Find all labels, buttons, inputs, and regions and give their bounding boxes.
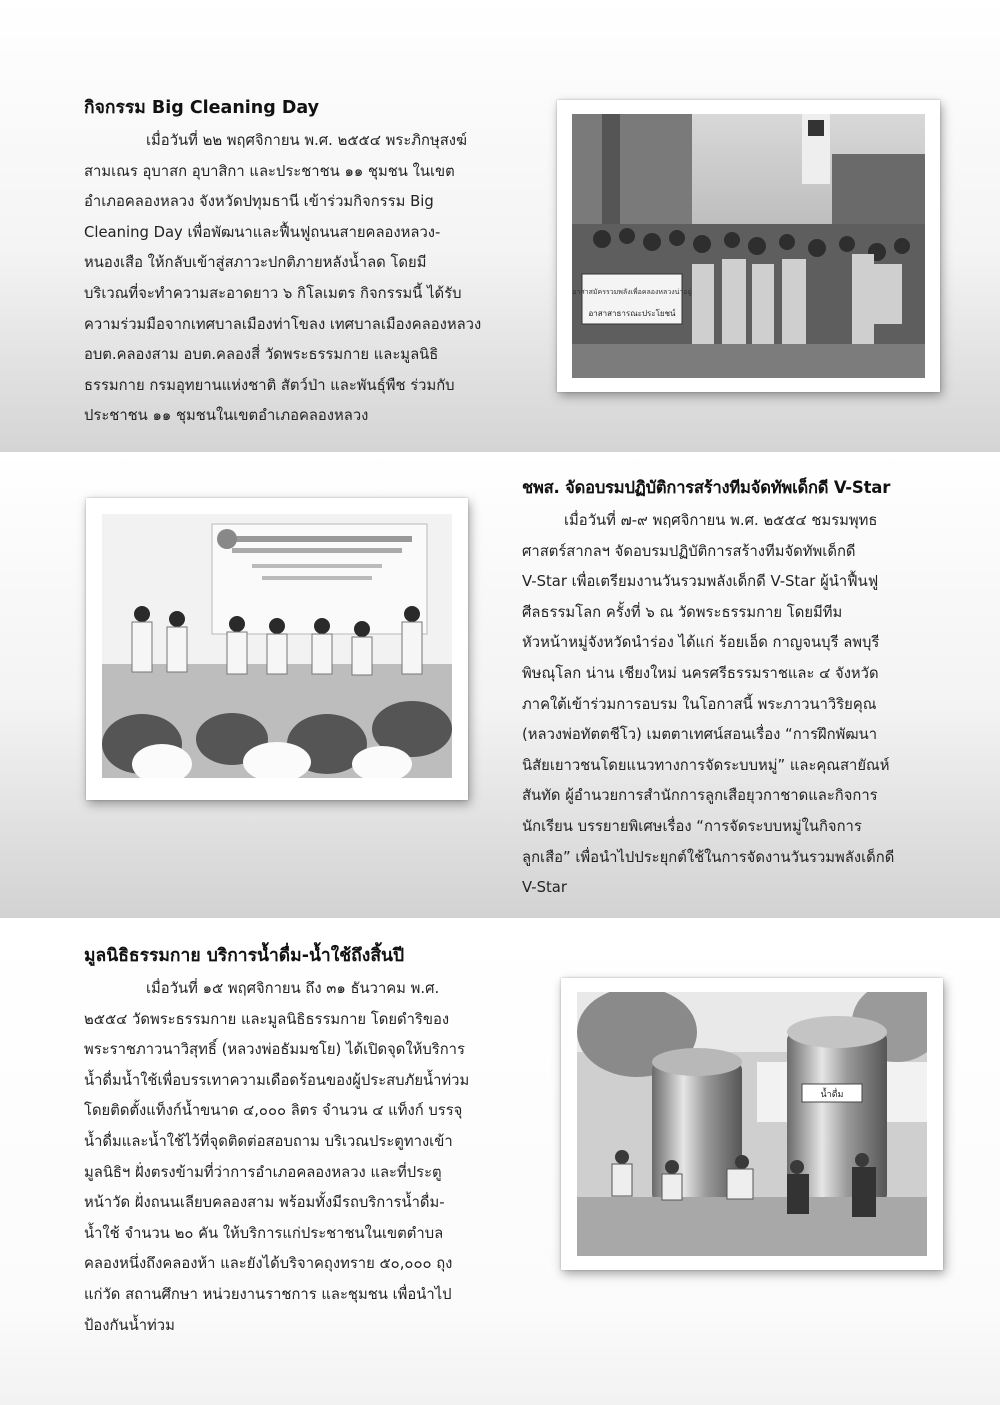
body-line: ภาคใต้เข้าร่วมการอบรม ในโอกาสนี้ พระภาวนาวิริยคุณ xyxy=(522,695,877,713)
body-line: นักเรียน บรรยายพิเศษเรื่อง “การจัดระบบหมู่ในกิจการ xyxy=(522,817,862,835)
body-line: ศีลธรรมโลก ครั้งที่ ๖ ณ วัดพระธรรมกาย โดยมีทีม xyxy=(522,603,843,621)
body-line: พิษณุโลก น่าน เชียงใหม่ นครศรีธรรมราชและ ๔ จังหวัด xyxy=(522,664,879,682)
body-line: น้ำใช้ จำนวน ๒๐ คัน ให้บริการแก่ประชาชนในเขตตำบล xyxy=(84,1224,444,1242)
banner-text-2: อาสาสาธารณะประโยชน์ xyxy=(588,309,676,318)
body-line: V-Star เพื่อเตรียมงานวันรวมพลังเด็กดี V-Star ผู้นำฟื้นฟู xyxy=(522,573,879,591)
body-line: หนองเสือ ให้กลับเข้าสู่สภาวะปกติภายหลังน้ำลด โดยมี xyxy=(84,254,427,272)
body-line: สามเณร อุบาสก อุบาสิกา และประชาชน ๑๑ ชุมชน ในเขต xyxy=(84,162,455,180)
body-line: สันทัด ผู้อำนวยการสำนักการลูกเสือยุวกาชาดและกิจการ xyxy=(522,787,878,805)
article-vstar-training xyxy=(522,476,942,904)
article-title: กิจกรรม Big Cleaning Day xyxy=(84,98,320,118)
article-title: ชพส. จัดอบรมปฏิบัติการสร้างทีมจัดทัพเด็กดี V-Star xyxy=(522,478,891,497)
body-line: เมื่อวันที่ ๗-๙ พฤศจิกายน พ.ศ. ๒๕๕๔ ชมรมพุทธ xyxy=(564,512,878,529)
body-line: น้ำดื่มและน้ำใช้ไว้ที่จุดติดต่อสอบถาม บริเวณประตูทางเข้า xyxy=(84,1132,453,1150)
body-line: มูลนิธิฯ ฝั่งตรงข้ามที่ว่าการอำเภอคลองหลวง และที่ประตู xyxy=(84,1163,442,1181)
article-water-service xyxy=(84,944,524,1341)
body-line: แก่วัด สถานศึกษา หน่วยงานราชการ และชุมชน เพื่อนำไป xyxy=(84,1285,452,1303)
body-line: หน้าวัด ฝั่งถนนเลียบคลองสาม พร้อมทั้งมีรถบริการน้ำดื่ม- xyxy=(84,1194,445,1212)
body-line: นิสัยเยาวชนโดยแนวทางการจัดระบบหมู่” และคุณสายัณห์ xyxy=(522,756,890,774)
body-line: เมื่อวันที่ ๑๕ พฤศจิกายน ถึง ๓๑ ธันวาคม พ.ศ. xyxy=(146,980,440,997)
body-line: อำเภอคลองหลวง จังหวัดปทุมธานี เข้าร่วมกิจกรรม Big xyxy=(84,193,434,211)
body-line: บริเวณที่จะทำความสะอาดยาว ๖ กิโลเมตร กิจกรรมนี้ ได้รับ xyxy=(84,284,462,302)
tank-label: น้ำดื่ม xyxy=(820,1090,844,1100)
article-body xyxy=(84,974,524,1341)
photo-frame xyxy=(561,978,943,1270)
body-line: คลองหนึ่งถึงคลองห้า และยังได้บริจาคถุงทราย ๕๐,๐๐๐ ถุง xyxy=(84,1255,453,1273)
photo-frame xyxy=(86,498,468,800)
body-line: ป้องกันน้ำท่วม xyxy=(84,1316,175,1334)
photo-frame xyxy=(557,100,940,392)
photo-cleaning-day-crowd xyxy=(572,114,925,378)
photo-vstar-training-stage xyxy=(102,514,452,778)
body-line: น้ำดื่มน้ำใช้เพื่อบรรเทาความเดือดร้อนของผู้ประสบภัยน้ำท่วม xyxy=(84,1071,470,1089)
body-line: Cleaning Day เพื่อพัฒนาและฟื้นฟูถนนสายคลองหลวง- xyxy=(84,223,441,241)
body-line: ประชาชน ๑๑ ชุมชนในเขตอำเภอคลองหลวง xyxy=(84,407,369,425)
body-line: หัวหน้าหมู่จังหวัดนำร่อง ได้แก่ ร้อยเอ็ด กาญจนบุรี ลพบุรี xyxy=(522,634,880,652)
body-line: ศาสตร์สากลฯ จัดอบรมปฏิบัติการสร้างทีมจัดทัพเด็กดี xyxy=(522,542,856,560)
body-line: อบต.คลองสาม อบต.คลองสี่ วัดพระธรรมกาย และมูลนิธิ xyxy=(84,346,439,364)
body-line: (หลวงพ่อทัตตชีโว) เมตตาเทศน์สอนเรื่อง “การฝึกพัฒนา xyxy=(522,726,878,744)
photo-water-tanks xyxy=(577,992,927,1256)
body-line: V-Star xyxy=(522,879,567,897)
article-big-cleaning-day xyxy=(84,96,524,432)
article-body xyxy=(84,126,524,432)
body-line: พระราชภาวนาวิสุทธิ์ (หลวงพ่อธัมมชโย) ได้เปิดจุดให้บริการ xyxy=(84,1041,465,1059)
banner-text: อาสาสมัครรวมพลังเพื่อคลองหลวงน่าอยู่ xyxy=(572,288,692,296)
body-line: ความร่วมมือจากเทศบาลเมืองท่าโขลง เทศบาลเมืองคลองหลวง xyxy=(84,315,482,333)
article-title: มูลนิธิธรรมกาย บริการน้ำดื่ม-น้ำใช้ถึงสิ้นปี xyxy=(84,946,405,966)
body-line: ธรรมกาย กรมอุทยานแห่งชาติ สัตว์ป่า และพันธุ์พืช ร่วมกับ xyxy=(84,376,455,394)
body-line: โดยติดตั้งแท็งก์น้ำขนาด ๔,๐๐๐ ลิตร จำนวน ๔ แท็งก์ บรรจุ xyxy=(84,1102,463,1120)
body-line: ลูกเสือ” เพื่อนำไปประยุกต์ใช้ในการจัดงานวันรวมพลังเด็กดี xyxy=(522,848,895,866)
body-line: ๒๕๕๔ วัดพระธรรมกาย และมูลนิธิธรรมกาย โดยดำริของ xyxy=(84,1010,450,1028)
article-body xyxy=(522,506,942,904)
body-line: เมื่อวันที่ ๒๒ พฤศจิกายน พ.ศ. ๒๕๕๔ พระภิกษุสงฆ์ xyxy=(146,132,467,149)
